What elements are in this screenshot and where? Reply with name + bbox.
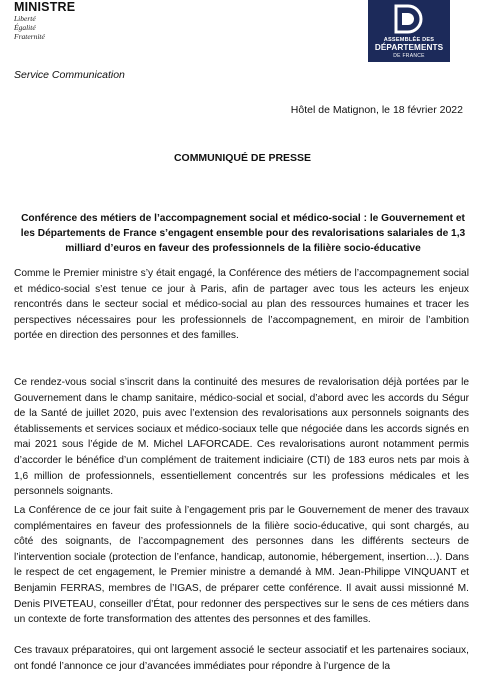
motto-fraternite: Fraternité (14, 32, 45, 41)
headline: Conférence des métiers de l’accompagnement social et médico-social : le Gouvernement et les Départements de France s’engagent ensemble pour des revalorisations salariales de 1,3 milliard d’euros en faveur des professionnels de la filière socio-éducative (20, 213, 466, 254)
logo-text-line1: ASSEMBLÉE DES (383, 37, 435, 43)
departements-de-france-logo (368, 0, 450, 62)
logo-text-line3: DE FRANCE (393, 53, 425, 59)
departements-emblem-icon (392, 2, 426, 36)
service-label: Service Communication (14, 69, 125, 81)
paragraph-3: La Conférence de ce jour fait suite à l’engagement pris par le Gouvernement de mener des travaux complémentaires en faveur des professionnels de la filière socio-éducative, qui sont chargés, au côté des soignants, de l’accompagnement des personnes dans les différents secteurs de l’intervention sociale (protection de l’enfance, handicap, autonomie, hébergement, insertion…). Dans le respect de cet engagement, le Premier ministre a demandé à MM. Jean-Philippe VINQUANT et Benjamin FERRAS, membres de l’IGAS, de préparer cette conférence. Il avait aussi missionné M. Denis PIVETEAU, conseiller d’État, pour redonner des perspectives sur le sens de ces métiers dans un contexte de forte transformation des attentes des personnes et des familles. (14, 505, 469, 626)
paragraph-4: Ces travaux préparatoires, qui ont largement associé le secteur associatif et les partenaires sociaux, ont fondé l’annonce ce jour d’avancées immédiates pour répondre à l’urgence de la (14, 645, 469, 672)
logo-text-line2: DÉPARTEMENTS (374, 43, 444, 52)
press-release-title: COMMUNIQUÉ DE PRESSE (173, 152, 312, 164)
ministry-header (14, 0, 75, 41)
paragraph-1: Comme le Premier ministre s’y était engagé, la Conférence des métiers de l’accompagnement social et médico-social s’est tenue ce jour à Paris, afin de partager avec tous les acteurs les enjeux rencontrés dans le secteur social et médico-social au plan des ressources humaines et tracer les perspectives nécessaires pour les professionnels de l’accompagnement, en miroir de l’ambition portée en direction des personnes et des familles. (14, 268, 469, 342)
motto-egalite: Égalité (14, 23, 36, 32)
paragraph-2: Ce rendez-vous social s’inscrit dans la continuité des mesures de revalorisation déjà portées par le Gouvernement dans le champ sanitaire, médico-social et social, d’abord avec les accords du Ségur de la Santé de juillet 2020, puis avec l’extension des revalorisations aux personnels soignants des établissements et services sociaux et médico-sociaux telle que négociée dans les accords signés en mai 2021 sous l’égide de M. Michel LAFORCADE. Ces revalorisations auront notamment permis d’accorder le bénéfice d’un complément de traitement indiciaire (CTI) de 183 euros nets par mois à 1,6 million de professionnels, essentiellement concentrés sur les professions médicales et les personnels soignants. (14, 377, 469, 498)
date-line: Hôtel de Matignon, le 18 février 2022 (290, 104, 463, 116)
ministry-name: MINISTRE (14, 0, 76, 14)
motto-liberte: Liberté (14, 14, 36, 23)
